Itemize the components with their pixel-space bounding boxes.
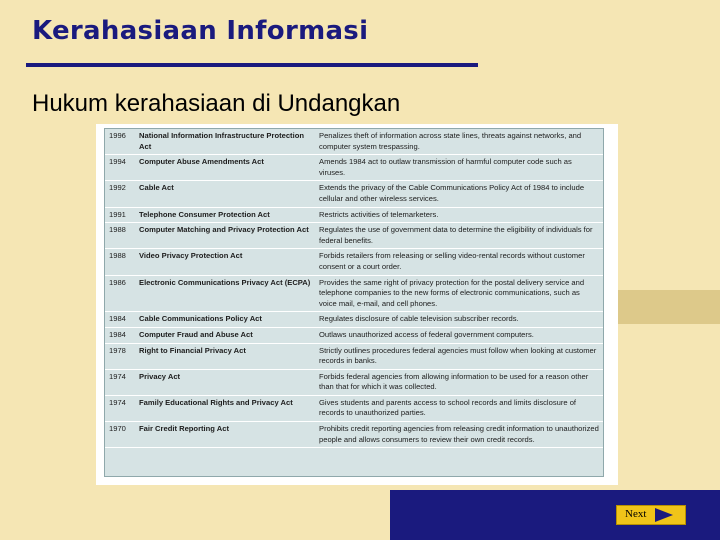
table-row <box>105 312 603 328</box>
law-year: 1984 <box>105 327 135 343</box>
next-button-label: Next <box>625 508 647 520</box>
law-name: Computer Fraud and Abuse Act <box>135 327 315 343</box>
law-year: 1984 <box>105 312 135 328</box>
law-description: Gives students and parents access to school records and limits disclosure of records to unauthorized parties. <box>315 395 603 421</box>
law-name: Telephone Consumer Protection Act <box>135 207 315 223</box>
law-year: 1978 <box>105 343 135 369</box>
law-name: Electronic Communications Privacy Act (ECPA) <box>135 275 315 312</box>
law-description: Forbids retailers from releasing or selling video-rental records without customer consent or a court order. <box>315 249 603 275</box>
law-name: Family Educational Rights and Privacy Act <box>135 395 315 421</box>
law-name: Cable Act <box>135 181 315 207</box>
table-row <box>105 395 603 421</box>
law-description: Regulates the use of government data to determine the eligibility of individuals for federal benefits. <box>315 223 603 249</box>
law-name: Privacy Act <box>135 369 315 395</box>
table-row <box>105 422 603 448</box>
table-row <box>105 181 603 207</box>
law-description: Regulates disclosure of cable television subscriber records. <box>315 312 603 328</box>
law-year: 1974 <box>105 369 135 395</box>
table-row <box>105 275 603 312</box>
table-row <box>105 369 603 395</box>
title-underline <box>26 63 478 67</box>
table-row <box>105 129 603 155</box>
law-year: 1992 <box>105 181 135 207</box>
law-description: Restricts activities of telemarketers. <box>315 207 603 223</box>
law-name: Right to Financial Privacy Act <box>135 343 315 369</box>
law-description: Prohibits credit reporting agencies from releasing credit information to unauthorized people and allows consumers to review their own credit records. <box>315 422 603 448</box>
next-button[interactable] <box>616 505 686 525</box>
law-description: Penalizes theft of information across state lines, threats against networks, and computer system trespassing. <box>315 129 603 155</box>
law-description: Forbids federal agencies from allowing information to be used for a reason other than that for which it was collected. <box>315 369 603 395</box>
law-name: Computer Abuse Amendments Act <box>135 155 315 181</box>
law-description: Amends 1984 act to outlaw transmission of harmful computer code such as viruses. <box>315 155 603 181</box>
arrow-right-icon <box>655 508 673 522</box>
table-row <box>105 327 603 343</box>
privacy-laws-table <box>105 129 603 448</box>
law-year: 1994 <box>105 155 135 181</box>
privacy-laws-table-panel <box>104 128 604 477</box>
table-row <box>105 207 603 223</box>
law-name: National Information Infrastructure Protection Act <box>135 129 315 155</box>
law-name: Fair Credit Reporting Act <box>135 422 315 448</box>
law-year: 1988 <box>105 249 135 275</box>
table-row <box>105 223 603 249</box>
table-row <box>105 343 603 369</box>
law-name: Video Privacy Protection Act <box>135 249 315 275</box>
decorative-band <box>617 290 720 324</box>
law-name: Computer Matching and Privacy Protection Act <box>135 223 315 249</box>
law-year: 1974 <box>105 395 135 421</box>
law-year: 1986 <box>105 275 135 312</box>
law-description: Extends the privacy of the Cable Communications Policy Act of 1984 to include cellular and other wireless services. <box>315 181 603 207</box>
law-year: 1988 <box>105 223 135 249</box>
table-row <box>105 249 603 275</box>
law-description: Outlaws unauthorized access of federal government computers. <box>315 327 603 343</box>
table-row <box>105 155 603 181</box>
privacy-laws-table-image <box>96 124 618 485</box>
law-name: Cable Communications Policy Act <box>135 312 315 328</box>
law-year: 1991 <box>105 207 135 223</box>
law-year: 1996 <box>105 129 135 155</box>
slide-title: Kerahasiaan Informasi <box>32 16 369 46</box>
slide-subtitle: Hukum kerahasiaan di Undangkan <box>32 90 401 117</box>
law-year: 1970 <box>105 422 135 448</box>
law-description: Provides the same right of privacy protection for the postal delivery service and telephone companies to the new forms of electronic communications, such as voice mail, e-mail, and cell phones. <box>315 275 603 312</box>
law-description: Strictly outlines procedures federal agencies must follow when looking at customer records in banks. <box>315 343 603 369</box>
